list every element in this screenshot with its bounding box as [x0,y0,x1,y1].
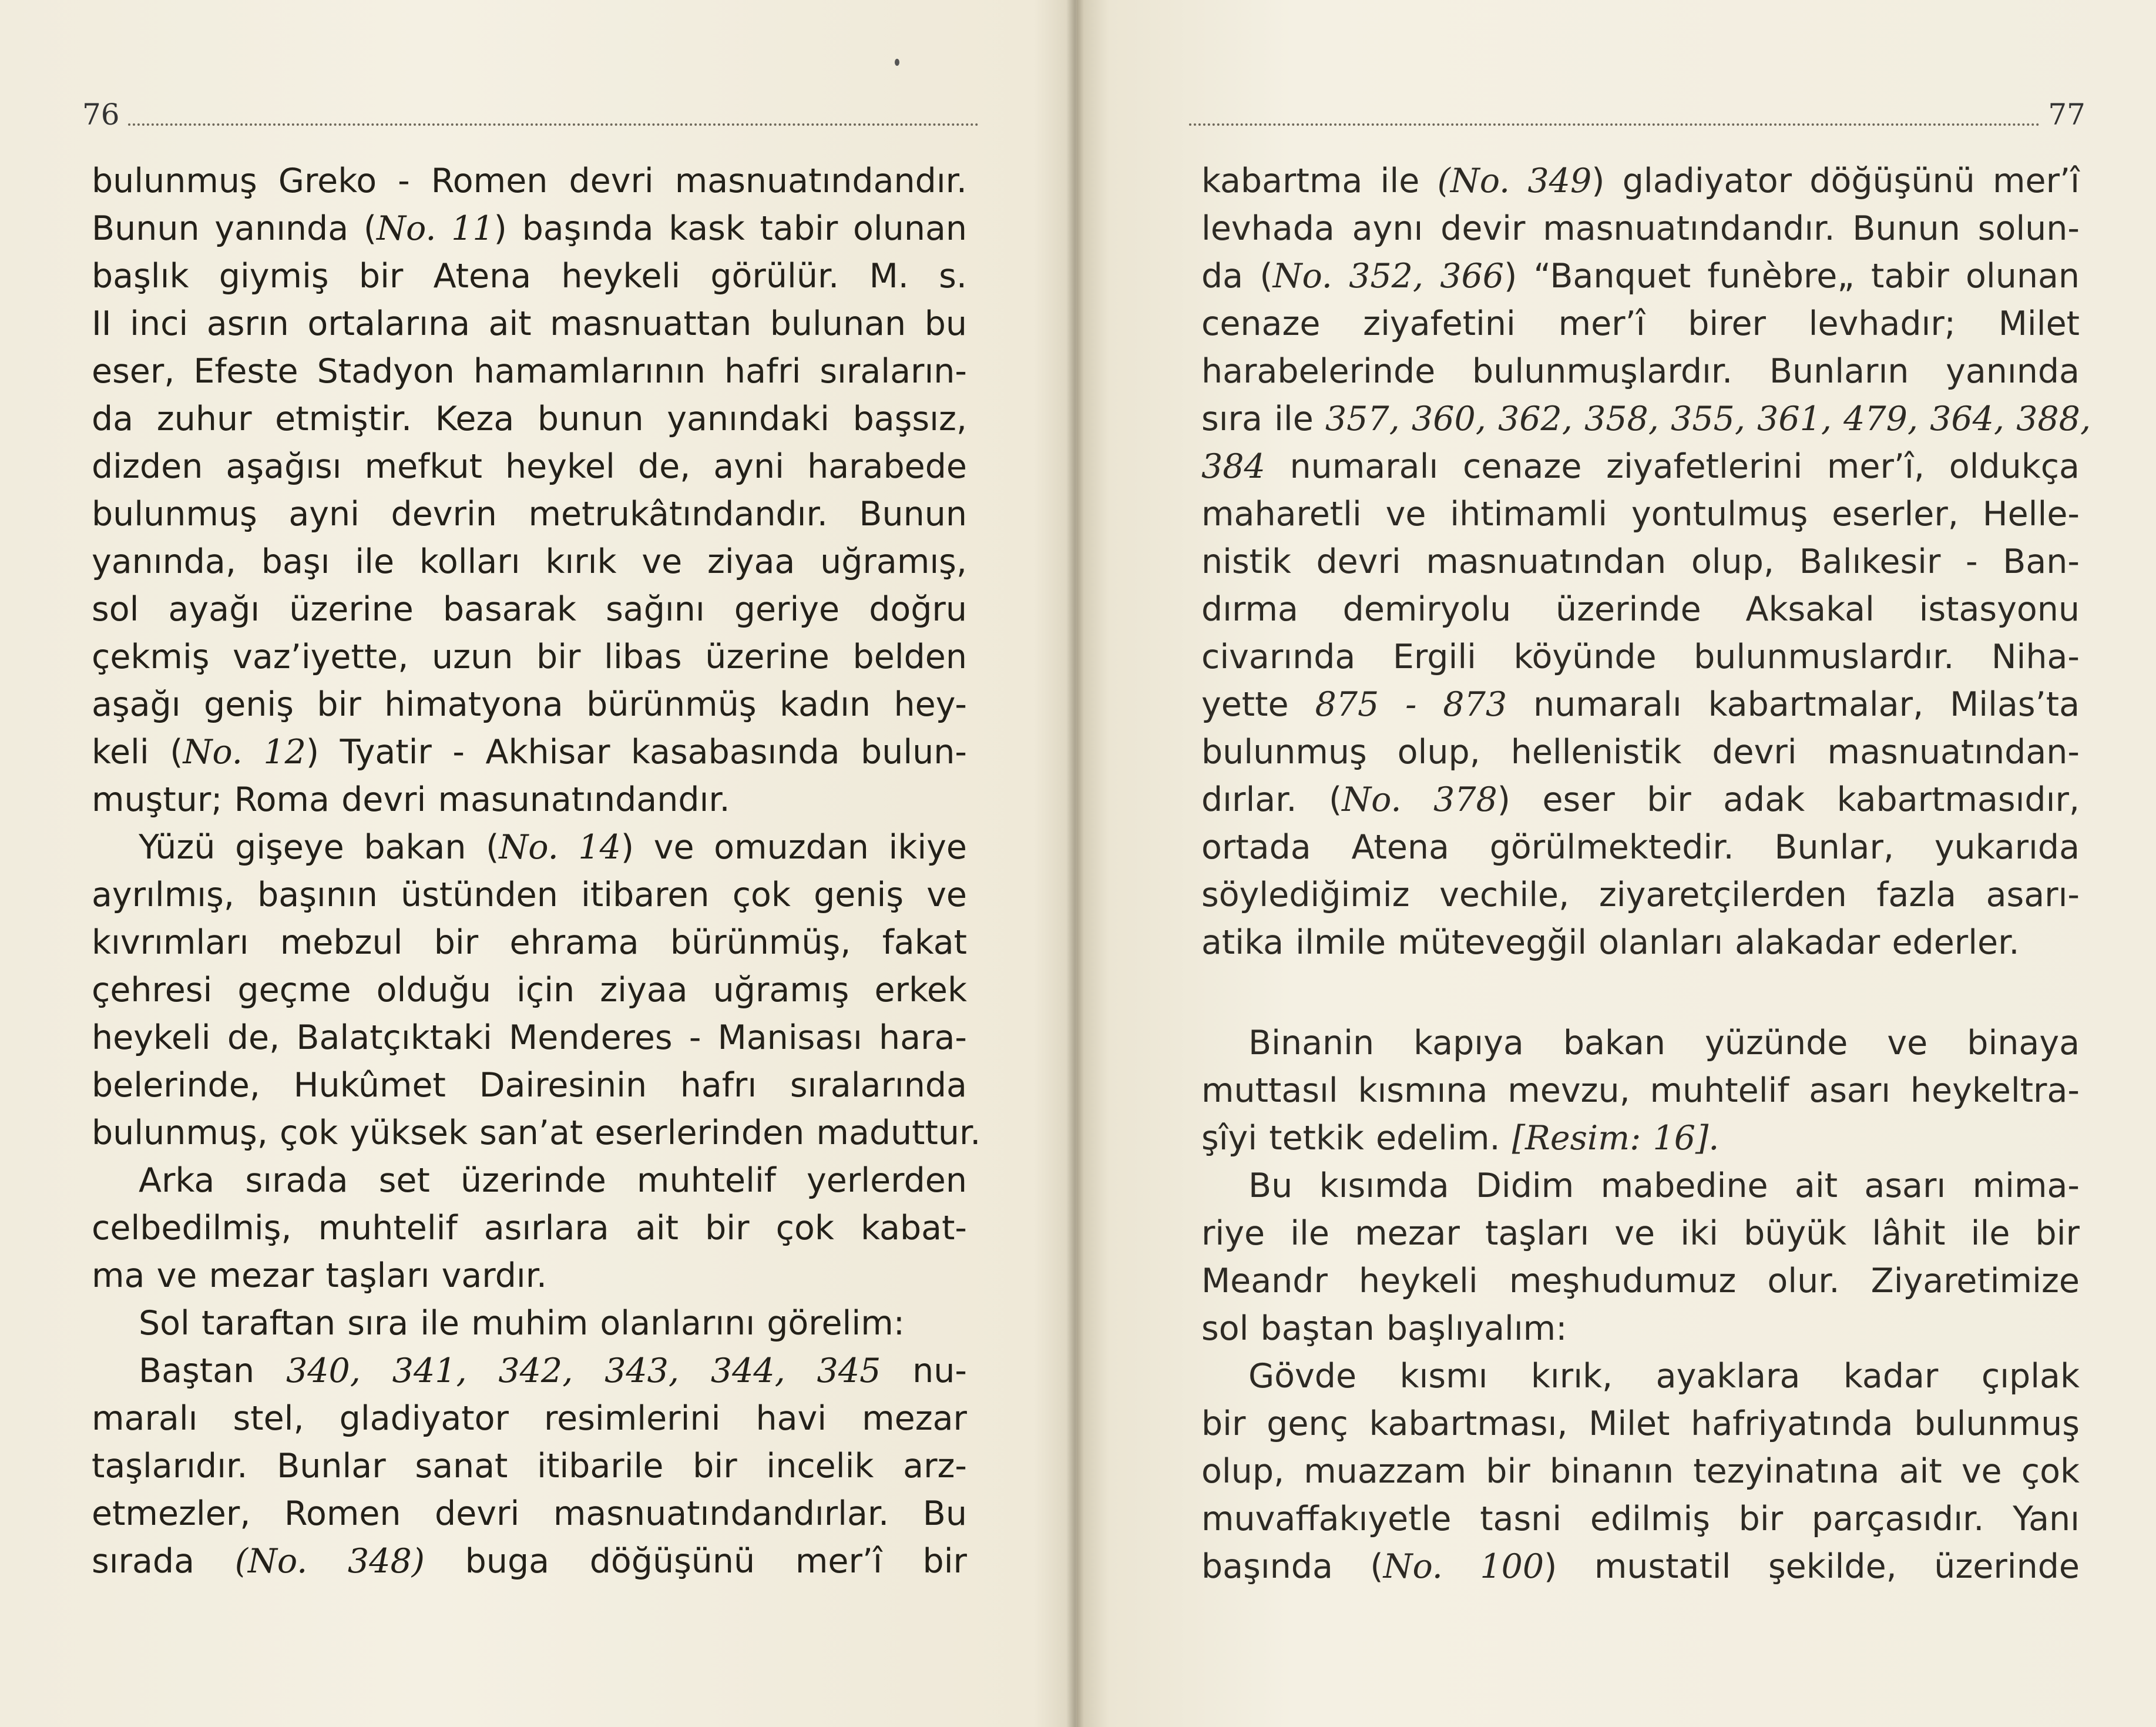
text-run: numaralı cenaze ziyafetlerini mer’î, oldukça [1265,447,2080,486]
text-run: bulunmuş ayni devrin metrukâtındandır. Bunun [92,495,967,534]
text-run: heykeli de, Balatçıktaki Menderes - Manisası hara- [92,1018,967,1057]
text-line [92,491,967,538]
text-run: çehresi geçme olduğu için ziyaa uğramış erkek [92,971,967,1010]
right-page-body-text [1201,157,2091,1591]
text-line [1201,1115,2080,1162]
text-line [92,443,967,491]
italic-reference: (No. 348) [234,1542,425,1581]
text-run: çekmiş vaz’iyette, uzun bir libas üzerine belden [92,638,967,676]
text-run: kıvrımları mebzul bir ehrama bürünmüş, fakat [92,923,967,962]
text-line [92,1062,967,1109]
text-line [1201,1162,2080,1210]
text-line [92,824,967,871]
text-run: taşlarıdır. Bunlar sanat itibarile bir incelik arz- [92,1447,967,1485]
text-run: Gövde kısmı kırık, ayaklara kadar çıplak [1248,1357,2080,1396]
text-line [92,1109,981,1157]
ink-speck [895,59,899,66]
text-line [1201,919,2080,967]
text-run: dırma demiryolu üzerinde Aksakal istasyonu [1201,590,2080,629]
italic-reference: No. 12 [183,733,306,772]
text-line [92,1490,967,1538]
text-run: numaralı kabartmalar, Milas’ta [1507,685,2080,724]
text-line [1201,1400,2080,1448]
text-line [92,253,967,300]
text-run: söylediğimiz vechile, ziyaretçilerden fazla asarı- [1201,876,2080,914]
text-run: sol ayağı üzerine basarak sağını geriye doğru [92,590,967,629]
text-line [92,776,967,824]
italic-reference: No. 378 [1342,780,1497,819]
text-line [92,157,967,205]
text-line [1201,1305,2080,1353]
text-run: Bu kısımda Didim mabedine ait asarı mima- [1248,1166,2080,1205]
text-line [1201,395,2091,443]
italic-reference: 357, 360, 362, 358, 355, 361, 479, 364, 388, [1325,400,2091,438]
text-run: Bunun yanında ( [92,209,377,248]
text-line [92,919,967,967]
text-line [1201,729,2080,776]
text-line [92,1300,967,1347]
text-run: ) eser bir adak kabartmasıdır, [1497,780,2080,819]
left-page-body-text [92,157,981,1585]
text-run: buga döğüşünü mer’î bir [424,1542,967,1581]
header-dotted-rule [1189,123,2040,126]
text-run: riye ile mezar taşları ve iki büyük lâhit ile bir [1201,1214,2080,1253]
text-line [92,1443,967,1490]
text-run: etmezler, Romen devri masnuatındandırlar. Bu [92,1494,967,1533]
text-run: dırlar. ( [1201,780,1342,819]
text-run: ) başında kask tabir olunan [493,209,967,248]
left-page-number: 76 [82,98,120,132]
text-line [92,1395,967,1443]
text-line [1201,1495,2080,1543]
italic-reference: 875 - 873 [1315,685,1507,724]
book-gutter [1066,0,1084,1727]
text-run: yanında, başı ile kolları kırık ve ziyaa uğramış, [92,542,967,581]
text-run: muttasıl kısmına mevzu, muhtelif asarı heykeltra- [1201,1071,2080,1110]
text-run: levhada aynı devir masnuatındandır. Bunun solun- [1201,209,2080,248]
text-line [92,729,967,776]
text-run: maharetli ve ihtimamli yontulmuş eserler, Helle- [1201,495,2080,534]
text-run: bir genç kabartması, Milet hafriyatında bulunmuş [1201,1404,2080,1443]
text-line [1201,1210,2080,1257]
text-run: Baştan [139,1352,286,1390]
text-run: muştur; Roma devri masunatındandır. [92,780,730,819]
text-run: sırada [92,1542,235,1581]
text-line [92,1252,967,1300]
text-line [1201,443,2080,491]
text-run: yette [1201,685,1315,724]
text-run: ) mustatil şekilde, üzerinde [1544,1547,2080,1586]
text-run: muvaffakıyetle tasni edilmiş bir parçasıdır. Yanı [1201,1500,2080,1538]
text-line [1201,491,2080,538]
text-line [1201,967,2080,1020]
right-page-number: 77 [2048,98,2086,132]
text-line [92,967,967,1014]
text-line [92,1538,967,1585]
italic-reference: No. 11 [377,209,494,248]
text-line [92,395,967,443]
text-line [1201,538,2080,586]
text-line [92,1205,967,1252]
text-run: sıra ile [1201,400,1325,438]
italic-reference: No. 100 [1383,1547,1544,1586]
text-run: nistik devri masnuatından olup, Balıkesir - Ban- [1201,542,2080,581]
right-page-header [1181,94,2086,132]
italic-reference: (No. 349 [1437,162,1592,200]
text-line [92,681,967,729]
text-line [92,300,967,348]
text-run: atika ilmile mütevegğil olanları alakadar ederler. [1201,923,2020,962]
text-run: Sol taraftan sıra ile muhim olanlarını görelim: [139,1304,905,1343]
text-run: başında ( [1201,1547,1383,1586]
text-line [92,1347,967,1395]
text-run: da zuhur etmiştir. Keza bunun yanındaki başsız, [92,400,967,438]
text-line [92,1014,967,1062]
text-line [1201,776,2080,824]
text-line [1201,633,2080,681]
text-line [92,871,967,919]
italic-reference: 340, 341, 342, 343, 344, 345 [286,1352,881,1390]
text-line [1201,1067,2080,1115]
text-run: kabartma ile [1201,162,1438,200]
text-run: nu- [881,1352,967,1390]
text-run: Binanin kapıya bakan yüzünde ve binaya [1248,1024,2080,1062]
text-run: celbedilmiş, muhtelif asırlara ait bir çok kabat- [92,1209,967,1248]
text-run: başlık giymiş bir Atena heykeli görülür. M. s. [92,257,967,296]
text-run: bulunmuş olup, hellenistik devri masnuatından- [1201,733,2080,772]
text-line [1201,586,2080,633]
text-run: ) Tyatir - Akhisar kasabasında bulun- [305,733,967,772]
text-run: civarında Ergili köyünde bulunmuslardır. Niha- [1201,638,2080,676]
text-run: ma ve mezar taşları vardır. [92,1256,548,1295]
text-line [1201,205,2080,253]
text-line [1201,157,2080,205]
text-run: olup, muazzam bir binanın tezyinatına ait ve çok [1201,1452,2080,1491]
text-run: cenaze ziyafetini mer’î birer levhadır; Milet [1201,304,2080,343]
text-line [1201,1257,2080,1305]
text-run: Arka sırada set üzerinde muhtelif yerlerden [139,1161,967,1200]
text-line [92,205,967,253]
text-line [92,633,967,681]
text-run: Yüzü gişeye bakan ( [139,828,499,867]
text-line [92,348,967,395]
text-run: Meandr heykeli meşhudumuz olur. Ziyaretimize [1201,1262,2080,1300]
text-run: ) “Banquet funèbre„ tabir olunan [1504,257,2080,296]
text-line [1201,1448,2080,1495]
text-line [92,1157,967,1205]
text-run: maralı stel, gladiyator resimlerini havi mezar [92,1399,967,1438]
text-line [1201,1543,2080,1591]
text-run: eser, Efeste Stadyon hamamlarının hafri sıraların- [92,352,967,391]
text-line [1201,681,2080,729]
text-run: ortada Atena görülmektedir. Bunlar, yukarıda [1201,828,2080,867]
text-line [1201,871,2080,919]
text-line [1201,253,2080,300]
header-dotted-rule [128,123,979,126]
text-run: harabelerinde bulunmuşlardır. Bunların yanında [1201,352,2080,391]
text-run: ayrılmış, başının üstünden itibaren çok geniş ve [92,876,967,914]
italic-reference: [Resim: 16]. [1512,1119,1720,1158]
text-line [92,538,967,586]
text-run: ) ve omuzdan ikiye [620,828,967,867]
text-run: bulunmuş, çok yüksek san’at eserlerinden maduttur. [92,1114,981,1152]
text-run: belerinde, Hukûmet Dairesinin hafrı sıralarında [92,1066,967,1105]
italic-reference: No. 14 [499,828,621,867]
text-run: keli ( [92,733,183,772]
text-line [1201,348,2080,395]
text-run: aşağı geniş bir himatyona bürünmüş kadın hey- [92,685,967,724]
text-line [1201,300,2080,348]
text-line [1201,1353,2080,1400]
text-line [92,586,967,633]
left-page-header [82,94,987,132]
italic-reference: 384 [1201,447,1265,486]
italic-reference: No. 352, 366 [1272,257,1505,296]
text-run: şîyi tetkik edelim. [1201,1119,1512,1158]
text-run: sol baştan başlıyalım: [1201,1309,1567,1348]
text-line [1201,824,2080,871]
text-run: II inci asrın ortalarına ait masnuattan bulunan bu [92,304,967,343]
text-run: dizden aşağısı mefkut heykel de, ayni harabede [92,447,967,486]
text-run: bulunmuş Greko - Romen devri masnuatındandır. [92,162,967,200]
text-run: da ( [1201,257,1273,296]
text-line [1201,1020,2080,1067]
text-run: ) gladiyator döğüşünü mer’î [1591,162,2080,200]
